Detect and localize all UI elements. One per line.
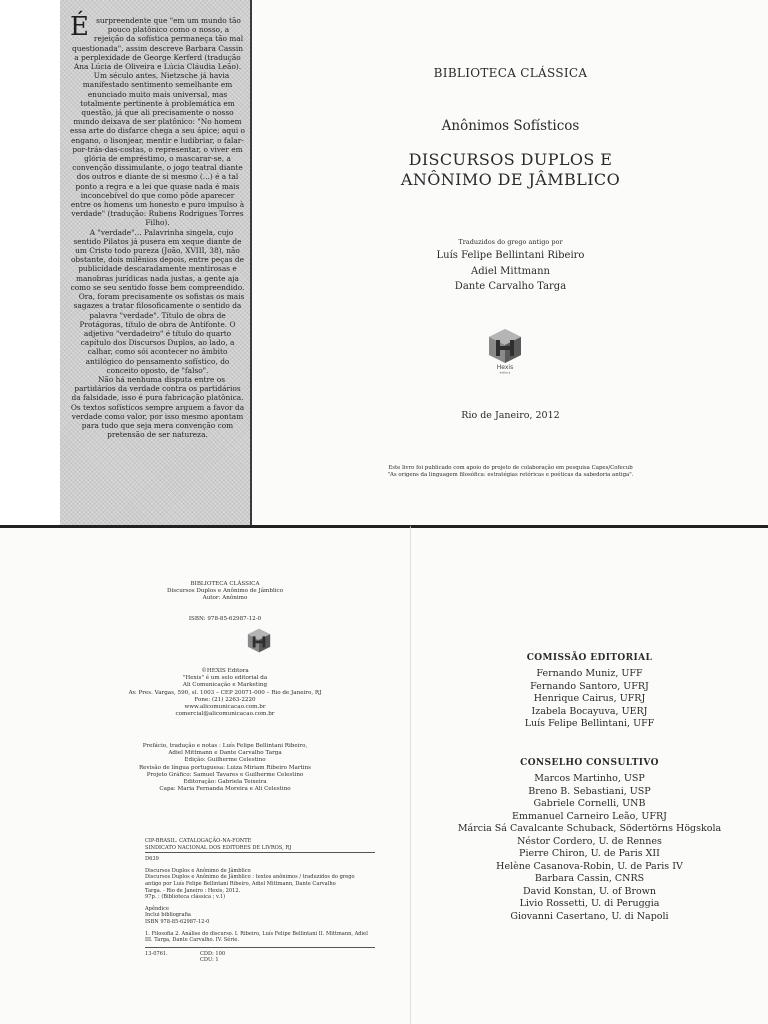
list-item: Pierre Chiron, U. de Paris XII — [519, 848, 660, 859]
advisory-council-list — [411, 773, 768, 923]
support-note: Este livro foi publicado com apoio do projeto de colaboração em pesquisa Capes/Cofecub "As origens da linguagem filosófica: estratégias retóricas e poéticas da sabedoria antiga". — [387, 465, 634, 478]
list-item: Helène Casanova-Robin, U. de Paris IV — [496, 860, 683, 872]
editorial-committee-list — [411, 668, 768, 731]
editorial-committee-heading: COMISSÃO EDITORIAL — [526, 653, 653, 663]
copyright-series-block: BIBLIOTECA CLÁSSICA Discursos Duplos e Anônimo de Jâmblico Autor: Anônimo — [166, 581, 284, 602]
credits-block: Prefácio, tradução e notas : Luís Felipe Bellintani Ribeiro, Adiel Mittmann e Dante Carvalho Targa Edição: Guilherme Celestino Revisão de língua portuguesa: Luiza Miriam Ribeiro Martins Projeto Gráfico: Samuel Tavares e Guilherme Celestino Editoração: Gabriela Teixeira Capa: Maria Fernanda Moreira e Ali Celestino — [138, 743, 312, 793]
translated-by-label: Traduzidos do grego antigo por — [458, 238, 563, 246]
list-item: Márcia Sá Cavalcante Schuback, Södertörns Högskola — [457, 823, 722, 834]
list-item: Néstor Cordero, U. de Rennes — [517, 835, 662, 847]
list-item: Gabriele Cornelli, UNB — [533, 798, 646, 809]
advisory-council-heading: CONSELHO CONSULTIVO — [520, 758, 659, 768]
isbn: ISBN: 978-85-62987-12-0 — [188, 616, 262, 622]
logo-word: Hexis — [496, 364, 514, 371]
publisher-info: ©HEXIS Editora "Hexis" é um selo editorial da Ali Comunicação e Marketing Av. Pres. Vargas, 590, sl. 1003 – CEP 20071-000 – Rio de Janeiro, RJ Fone: (21) 2263-2220 www.alicomunicacao.com.br comercial@alicomunicacao.com.br — [128, 668, 322, 718]
cip-catalog-block: CIP-BRASIL. CATALOGAÇÃO-NA-FONTE SINDICATO NACIONAL DOS EDITORES DE LIVROS, RJ D639 Discursos Duplos e Anônimo de Jâmblico Discursos Duplos e Anônimo de Jâmblico : textos anônimos / traduzidos do grego antigo por Luís Felipe Bellintani Ribeiro, Adiel Mittmann, Dante Carvalho Targa. - Rio de Janeiro : Hexis, 2012. 97p. : (Biblioteca clássica ; v.1) Apêndice Inclui bibliografia ISBN 978-85-62987-12-0 1. Filosofia 2. Análise do discurso. I. Ribeiro, Luís Felipe Bellintani II. Mittmann, Adiel III. Targa, Dante Carvalho. IV. Série. 13-0761. CDD: 100 CDU: 1 — [145, 838, 375, 964]
drop-cap: É — [70, 12, 89, 42]
back-paragraph: A "verdade"... Palavrinha singela, cujo sentido Pilatos já pusera em xeque diante de um Cristo todo pureza (João, XVIII, 38), não obstante, dois milênios depois, entre peças de publicidade descaradamente mentirosas e manobras jurídicas nada justas, a gente aja como se seu sentido fosse bem compreendido. — [70, 227, 245, 292]
title-page — [253, 0, 768, 525]
translator-name: Dante Carvalho Targa — [454, 281, 567, 292]
translator-name: Adiel Mittmann — [471, 266, 550, 277]
cip-codes: 13-0761. CDD: 100 — [145, 950, 226, 957]
book-title-line: DISCURSOS DUPLOS E — [408, 150, 613, 169]
back-cover-text — [70, 12, 246, 440]
list-item: Izabela Bocayuva, UERJ — [531, 705, 648, 717]
list-item: Henrique Cairus, UFRJ — [533, 693, 646, 704]
logo-sub: editora — [499, 370, 511, 374]
place-date: Rio de Janeiro, 2012 — [461, 410, 560, 421]
list-item: Livio Rossetti, U. di Peruggia — [519, 898, 660, 909]
hexis-logo-icon — [485, 328, 525, 374]
translator-name: Luís Felipe Bellintani Ribeiro — [436, 250, 585, 261]
list-item: Fernando Muniz, UFF — [536, 668, 643, 679]
back-paragraph: Ora, foram precisamente os sofistas os mais sagazes a tratar filosoficamente o sentido da palavra "verdade". Título de obra de Protágoras, título de obra de Antifonte. O adjetivo "verdadeiro" é título do quarto capítulo dos Discursos Duplos, ao lado, a calhar, como sói acontecer no âmbito antilógico do pensamento sofístico, do conceito oposto, de "falso". — [73, 292, 245, 375]
list-item: Barbara Cassin, CNRS — [534, 873, 645, 884]
hexis-logo-small-icon — [245, 628, 273, 660]
list-item: Breno B. Sebastiani, USP — [528, 785, 651, 797]
list-item: David Konstan, U. of Brown — [523, 885, 656, 897]
list-item: Luís Felipe Bellintani, UFF — [524, 718, 655, 729]
back-cover-page — [0, 0, 252, 525]
copyright-page — [0, 525, 410, 1024]
list-item: Marcos Martinho, USP — [534, 773, 645, 784]
list-item: Emmanuel Carneiro Leão, UFRJ — [512, 810, 667, 822]
book-title-line: ANÔNIMO DE JÂMBLICO — [400, 170, 621, 189]
back-paragraph: Um século antes, Nietzsche já havia manifestado sentimento semelhante em enunciado muito mais universal, mas totalmente pertinente à problemática em questão, já que ali precisamente o nosso mundo deixava de ser platônico: "No homem essa arte do disfarce chega a seu ápice; aqui o engano, o lisonjear, mentir e ludibriar, o falar-por-trás-das-costas, o representar, o viver em glória de empréstimo, o mascarar-se, a convenção dissimulante, o jogo teatral diante dos outros e diante de si mesmo (...) é a tal ponto a regra e a lei que quase nada é mais inconcebível do que como pôde aparecer entre os homens um honesto e puro impulso à verdade" (tradução: Rubens Rodrigues Torres Filho). — [70, 71, 246, 228]
author-name: Anônimos Sofísticos — [441, 118, 580, 134]
series-name: BIBLIOTECA CLÁSSICA — [433, 66, 588, 80]
cip-header: CIP-BRASIL. CATALOGAÇÃO-NA-FONTE SINDICATO NACIONAL DOS EDITORES DE LIVROS, RJ — [145, 838, 375, 853]
book-title — [253, 150, 768, 190]
back-paragraph: Ésurpreendente que "em um mundo tão pouco platônico como o nosso, a rejeição da sofística permaneça tão mal questionada", assim descreve Barbara Cassin a perplexidade de George Kerferd (tradução Ana Lúcia de Oliveira e Lúcia Cláudia Leão). — [70, 12, 244, 72]
editorial-board-page — [410, 525, 768, 1024]
back-paragraph: Não há nenhuma disputa entre os partidários da verdade contra os partidários da falsidade, isso é pura fabricação platônica. Os textos sofísticos sempre arguem a favor da verdade como valor, por isso mesmo apontam para tudo que seja mera convenção com pretensão de ser natureza. — [70, 374, 245, 440]
list-item: Fernando Santoro, UFRJ — [530, 680, 649, 692]
list-item: Giovanni Casertano, U. di Napoli — [510, 910, 669, 922]
